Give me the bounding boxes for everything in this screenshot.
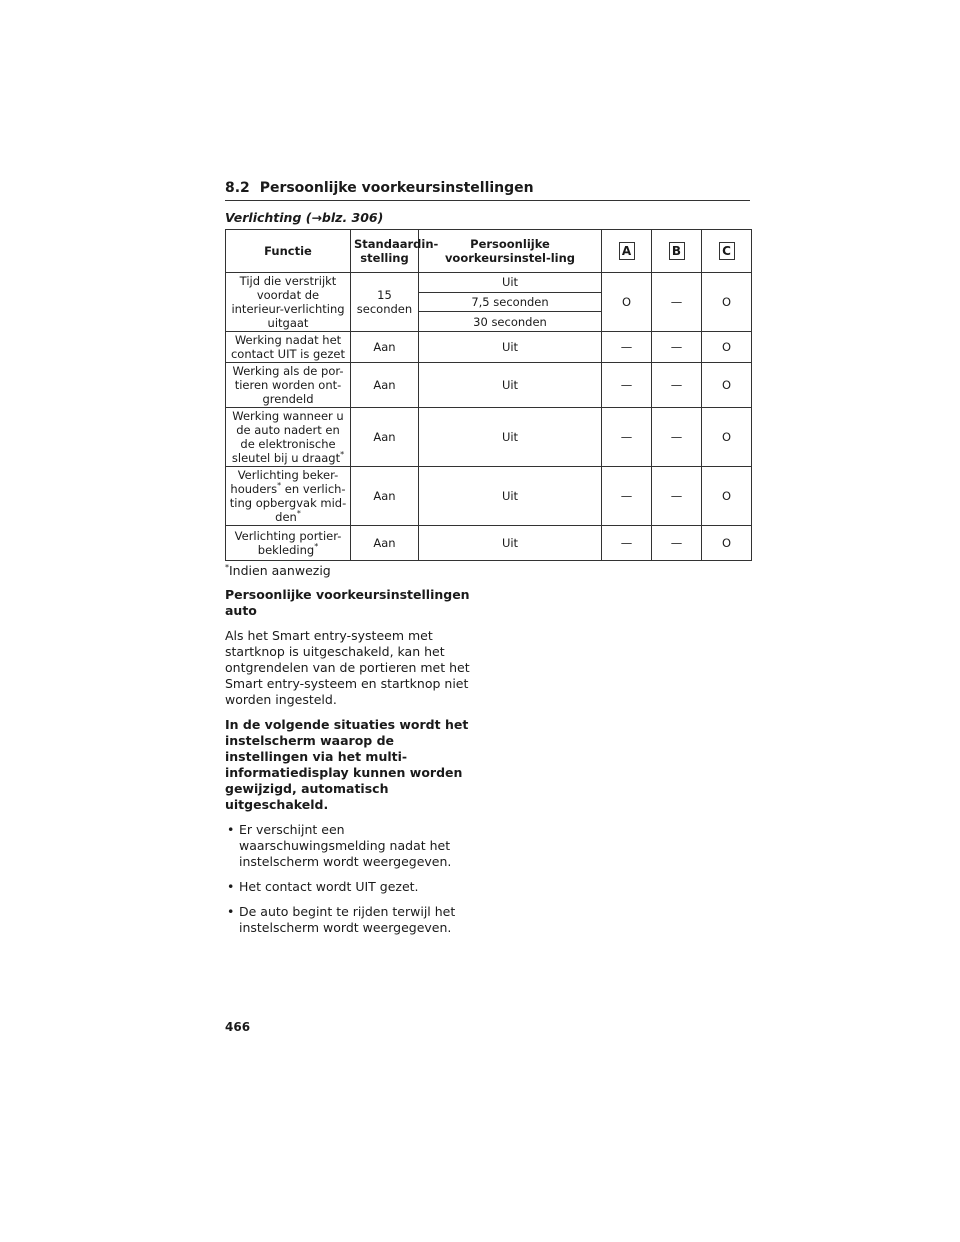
cell-default: 15 seconden xyxy=(351,273,419,332)
list-item xyxy=(225,879,475,895)
asterisk: * xyxy=(340,450,345,460)
bullet-icon: • xyxy=(227,879,235,894)
heading-vehicle-settings: Persoonlijke voorkeursinstellingen auto xyxy=(225,587,470,618)
cell-function-text: Werking wanneer u de auto nadert en de elektronische sleutel bij u draagt xyxy=(231,409,344,465)
table-row xyxy=(226,526,752,561)
cell-default: Aan xyxy=(351,526,419,561)
list-item-text: De auto begint te rijden terwijl het instelscherm wordt weergegeven. xyxy=(239,904,456,935)
cell-a: — xyxy=(602,526,652,561)
footnote-text: Indien aanwezig xyxy=(229,563,331,578)
list-item xyxy=(225,904,475,936)
cell-b: — xyxy=(652,273,702,332)
header-default: Standaardin-stelling xyxy=(351,230,419,273)
cell-c: O xyxy=(702,408,752,467)
cell-c: O xyxy=(702,467,752,526)
cell-function-text: Verlichting portier-bekleding xyxy=(234,529,342,557)
cell-function xyxy=(226,408,351,467)
cell-b: — xyxy=(652,526,702,561)
cell-custom: Uit xyxy=(419,363,602,408)
cell-a: — xyxy=(602,332,652,363)
cell-option: 7,5 seconden xyxy=(419,292,602,312)
cell-b: — xyxy=(652,363,702,408)
list-item xyxy=(225,822,475,870)
cell-function-text: Verlichting beker-houders xyxy=(230,468,339,496)
header-c xyxy=(702,230,752,273)
asterisk: * xyxy=(296,509,301,519)
cell-custom: Uit xyxy=(419,526,602,561)
list-item-text: Er verschijnt een waarschuwingsmelding nadat het instelscherm wordt weergegeven. xyxy=(239,822,452,869)
cell-function: Werking nadat het contact UIT is gezet xyxy=(226,332,351,363)
cell-function xyxy=(226,467,351,526)
cell-custom: Uit xyxy=(419,467,602,526)
table-title: Verlichting (→blz. 306) xyxy=(225,210,384,225)
bullet-icon: • xyxy=(227,822,235,837)
cell-default: Aan xyxy=(351,467,419,526)
cell-a: — xyxy=(602,363,652,408)
table-row xyxy=(226,273,752,293)
list-item-text: Het contact wordt UIT gezet. xyxy=(239,879,419,894)
header-custom: Persoonlijke voorkeursinstel-ling xyxy=(419,230,602,273)
cell-default: Aan xyxy=(351,408,419,467)
cell-b: — xyxy=(652,467,702,526)
cell-option: Uit xyxy=(419,273,602,293)
cell-default: Aan xyxy=(351,363,419,408)
footnote xyxy=(225,563,331,578)
header-b xyxy=(652,230,702,273)
asterisk: * xyxy=(314,542,319,552)
body-text xyxy=(225,587,475,945)
footnote-asterisk: * xyxy=(225,562,229,572)
cell-option: 30 seconden xyxy=(419,312,602,332)
heading-auto-off: In de volgende situaties wordt het instelscherm waarop de instellingen via het multi-informatiedisplay kunnen worden gewijzigd, automatisch uitgeschakeld. xyxy=(225,717,469,812)
table-row xyxy=(226,332,752,363)
bullet-icon: • xyxy=(227,904,235,919)
cell-c: O xyxy=(702,526,752,561)
settings-table xyxy=(225,229,752,561)
cell-a: — xyxy=(602,408,652,467)
section-header xyxy=(225,180,750,201)
letter-b-icon: B xyxy=(669,242,685,260)
paragraph-smart-entry: Als het Smart entry-systeem met startknop is uitgeschakeld, kan het ontgrendelen van de portieren met het Smart entry-systeem en startknop niet worden ingesteld. xyxy=(225,628,470,707)
header-function: Functie xyxy=(226,230,351,273)
section-number: 8.2 xyxy=(225,180,250,196)
cell-a: O xyxy=(602,273,652,332)
cell-c: O xyxy=(702,273,752,332)
letter-a-icon: A xyxy=(619,242,635,260)
cell-custom: Uit xyxy=(419,408,602,467)
section-title: Persoonlijke voorkeursinstellingen xyxy=(259,180,534,196)
cell-custom: Uit xyxy=(419,332,602,363)
cell-function-text: en verlich-ting opbergvak mid-den xyxy=(229,482,347,524)
cell-a: — xyxy=(602,467,652,526)
page-number: 466 xyxy=(225,1020,251,1034)
cell-function: Tijd die verstrijkt voordat de interieur-verlichting uitgaat xyxy=(226,273,351,332)
cell-c: O xyxy=(702,363,752,408)
cell-b: — xyxy=(652,332,702,363)
table-row xyxy=(226,408,752,467)
cell-function xyxy=(226,526,351,561)
table-row xyxy=(226,363,752,408)
letter-c-icon: C xyxy=(719,242,735,260)
header-a xyxy=(602,230,652,273)
cell-function: Werking als de por-tieren worden ont-grendeld xyxy=(226,363,351,408)
table-row xyxy=(226,467,752,526)
asterisk: * xyxy=(277,481,282,491)
cell-b: — xyxy=(652,408,702,467)
cell-default: Aan xyxy=(351,332,419,363)
table-header-row xyxy=(226,230,752,273)
cell-c: O xyxy=(702,332,752,363)
bullet-list xyxy=(225,822,475,936)
